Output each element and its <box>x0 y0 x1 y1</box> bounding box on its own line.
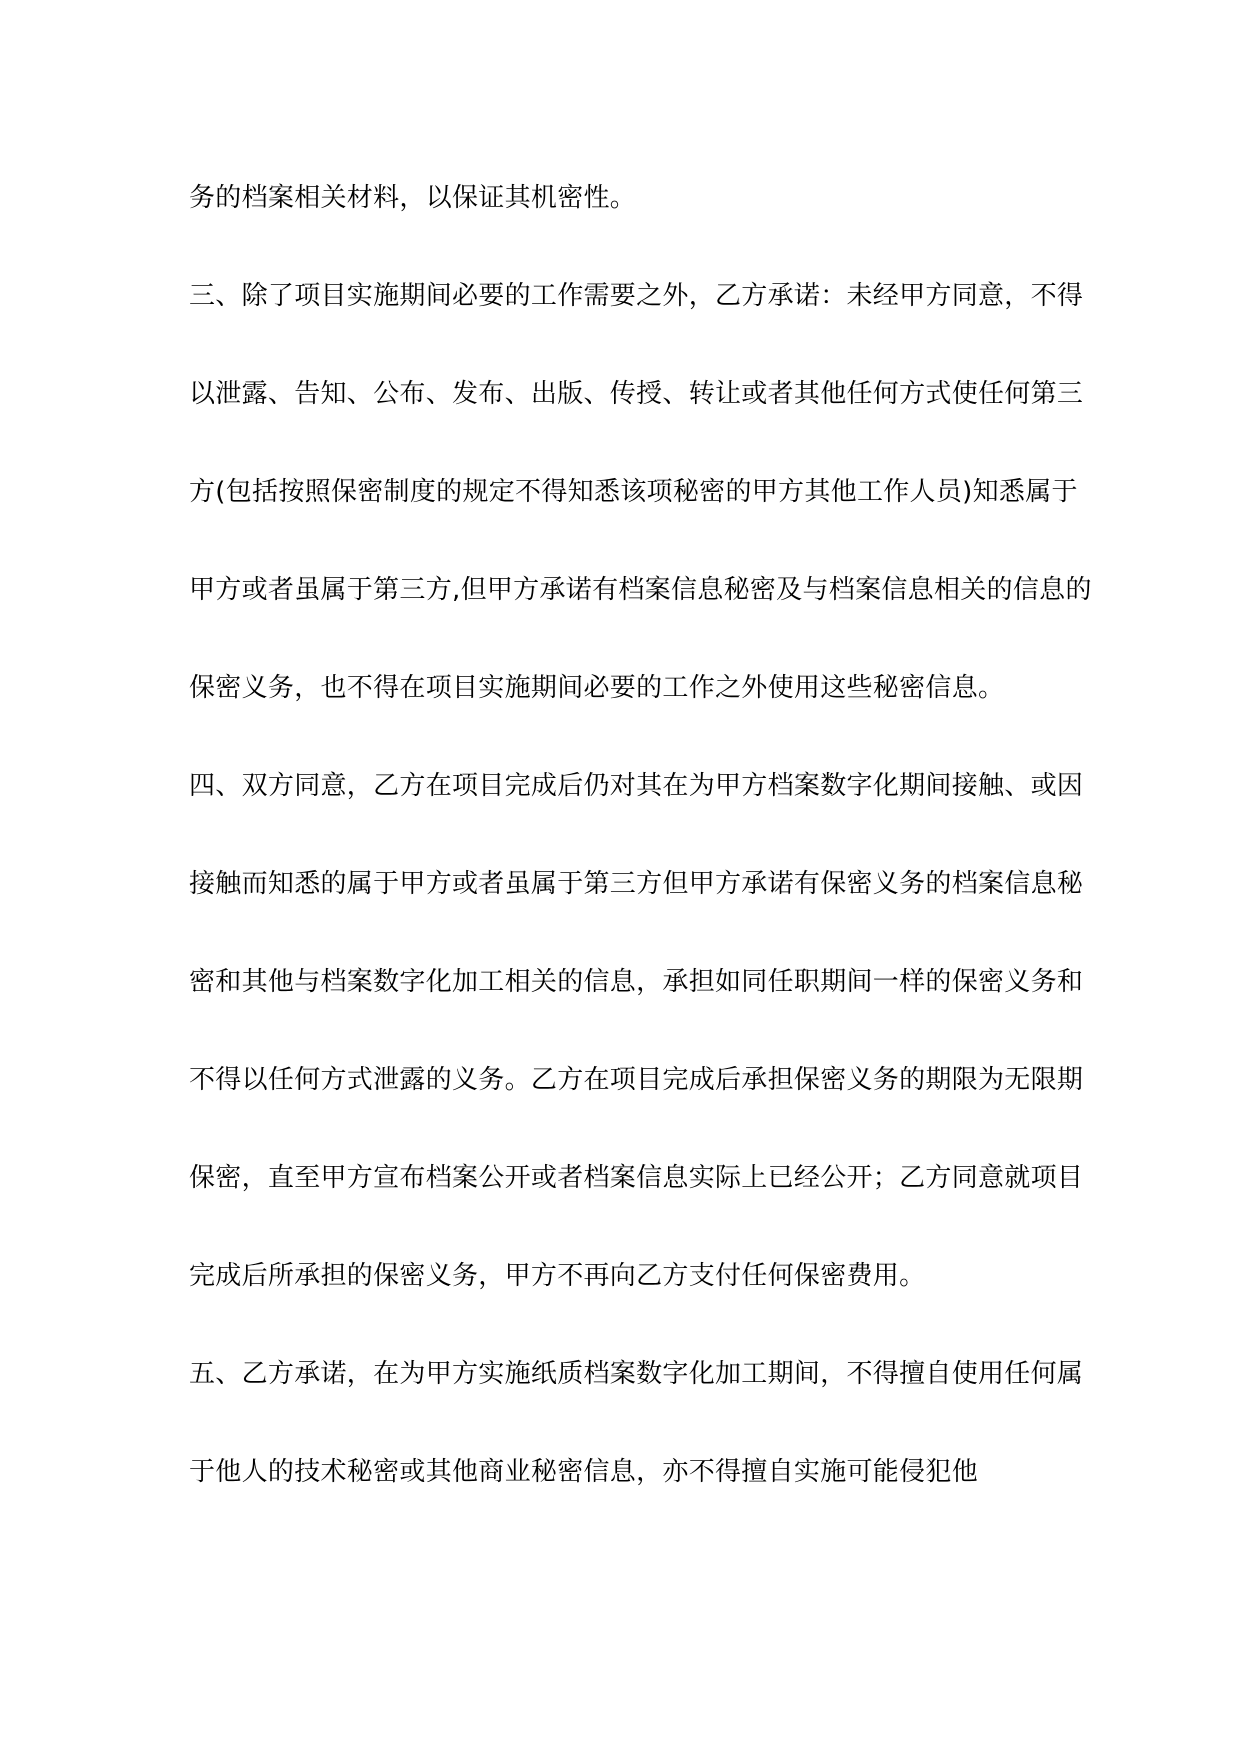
text-line: 于他人的技术秘密或其他商业秘密信息，亦不得擅自实施可能侵犯他 <box>189 1457 979 1487</box>
text-line: 三、除了项目实施期间必要的工作需要之外，乙方承诺：未经甲方同意，不得 <box>189 281 1084 311</box>
text-line: 完成后所承担的保密义务，甲方不再向乙方支付任何保密费用。 <box>189 1261 926 1291</box>
text-line: 五、乙方承诺，在为甲方实施纸质档案数字化加工期间，不得擅自使用任何属 <box>189 1359 1084 1389</box>
text-line: 以泄露、告知、公布、发布、出版、传授、转让或者其他任何方式使任何第三 <box>189 379 1084 409</box>
text-line: 务的档案相关材料，以保证其机密性。 <box>189 183 637 213</box>
text-line: 接触而知悉的属于甲方或者虽属于第三方但甲方承诺有保密义务的档案信息秘 <box>189 869 1084 899</box>
text-line: 保密，直至甲方宣布档案公开或者档案信息实际上已经公开；乙方同意就项目 <box>189 1163 1084 1193</box>
text-line: 方(包括按照保密制度的规定不得知悉该项秘密的甲方其他工作人员)知悉属于 <box>189 477 1078 507</box>
text-line: 不得以任何方式泄露的义务。乙方在项目完成后承担保密义务的期限为无限期 <box>189 1065 1084 1095</box>
text-line: 四、双方同意，乙方在项目完成后仍对其在为甲方档案数字化期间接触、或因 <box>189 771 1084 801</box>
text-line: 保密义务，也不得在项目实施期间必要的工作之外使用这些秘密信息。 <box>189 673 1005 703</box>
text-line: 甲方或者虽属于第三方,但甲方承诺有档案信息秘密及与档案信息相关的信息的 <box>189 575 1092 605</box>
text-line: 密和其他与档案数字化加工相关的信息，承担如同任职期间一样的保密义务和 <box>189 967 1084 997</box>
